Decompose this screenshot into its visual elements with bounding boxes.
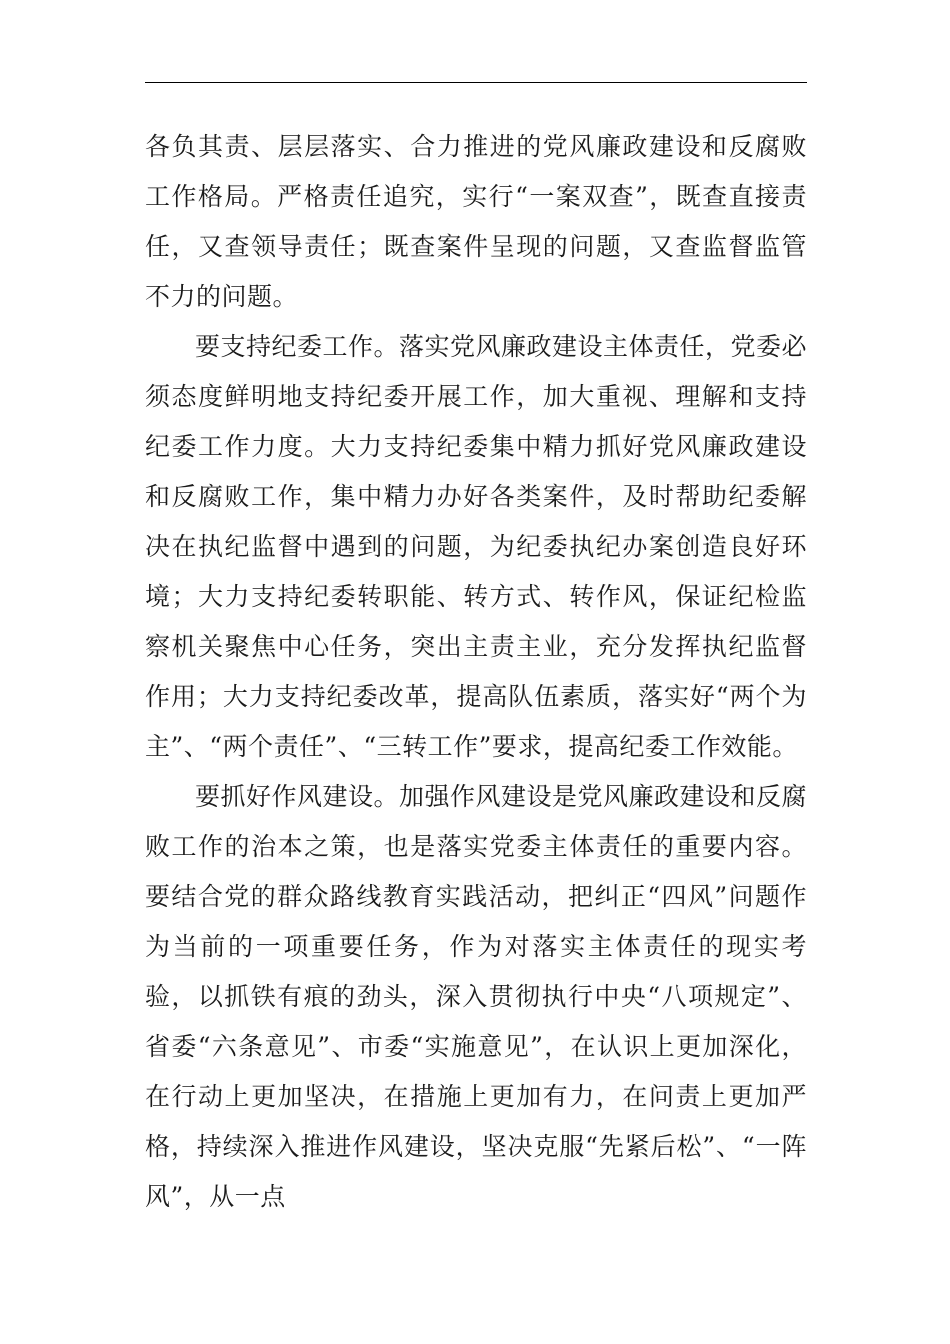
paragraph-support-discipline-commission: 要支持纪委工作。落实党风廉政建设主体责任，党委必须态度鲜明地支持纪委开展工作，加大重视、理解和支持纪委工作力度。大力支持纪委集中精力抓好党风廉政建设和反腐败工作，集中精力办好各类案件，及时帮助纪委解决在执纪监督中遇到的问题，为纪委执纪办案创造良好环境；大力支持纪委转职能、转方式、转作风，保证纪检监察机关聚焦中心任务，突出主责主业，充分发挥执纪监督作用；大力支持纪委改革，提高队伍素质，落实好“两个为主”、“两个责任”、“三转工作”要求，提高纪委工作效能。 [145, 332, 808, 761]
body-text [145, 122, 807, 1222]
header-rule [145, 82, 807, 83]
paragraph-continued: 各负其责、层层落实、合力推进的党风廉政建设和反腐败工作格局。严格责任追究，实行“一案双查”，既查直接责任，又查领导责任；既查案件呈现的问题，又查监督监管不力的问题。 [145, 132, 807, 311]
paragraph-work-style: 要抓好作风建设。加强作风建设是党风廉政建设和反腐败工作的治本之策，也是落实党委主体责任的重要内容。要结合党的群众路线教育实践活动，把纠正“四风”问题作为当前的一项重要任务，作为对落实主体责任的现实考验，以抓铁有痕的劲头，深入贯彻执行中央“八项规定”、省委“六条意见”、市委“实施意见”，在认识上更加深化，在行动上更加坚决，在措施上更加有力，在问责上更加严格，持续深入推进作风建设，坚决克服“先紧后松”、“一阵风”，从一点 [145, 782, 808, 1211]
